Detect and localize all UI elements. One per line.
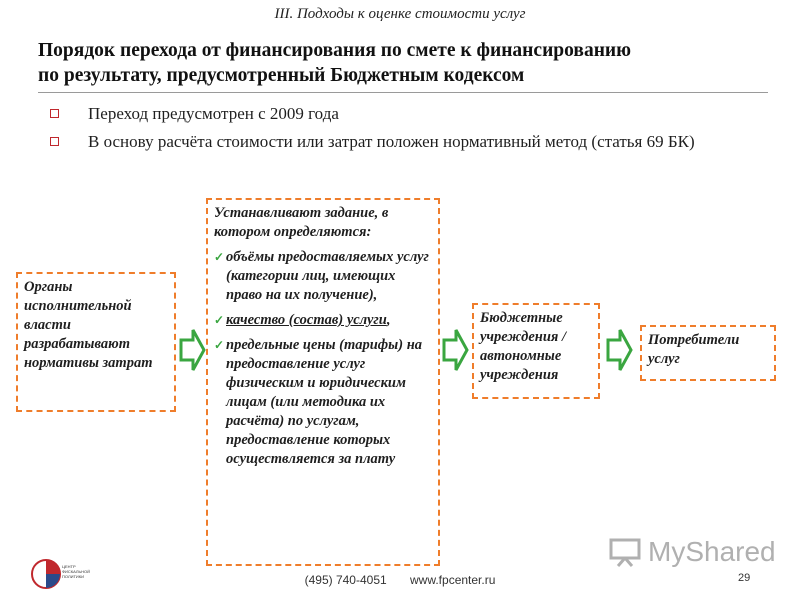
logo-text-line: ФИСКАЛЬНОЙ — [62, 569, 91, 574]
arrow-right-icon — [441, 325, 469, 375]
bullet-list — [50, 102, 770, 158]
presentation-board-icon — [608, 537, 642, 567]
section-title: III. Подходы к оценке стоимости услуг — [274, 6, 526, 22]
checkmark-icon: ✓ — [214, 313, 225, 327]
flow-box-text: Бюджетные учреждения / автономные учреждения — [480, 310, 567, 383]
title-divider — [38, 92, 768, 93]
bullet-item — [50, 102, 770, 125]
flow-box-task-definition — [206, 198, 440, 566]
bullet-text: Переход предусмотрен с 2009 года — [88, 104, 339, 123]
flow-box-executive-bodies — [16, 272, 176, 412]
arrow-right-icon — [605, 325, 633, 375]
slide-title-line-1: Порядок перехода от финансирования по смете к финансированию — [38, 40, 632, 61]
myshared-watermark — [608, 536, 776, 568]
square-bullet-icon — [50, 137, 59, 146]
flow-box-text: Потребители услуг — [648, 332, 740, 367]
slide-title — [38, 38, 778, 88]
footer-website[interactable]: www.fpcenter.ru — [410, 573, 496, 587]
criteria-text: качество (состав) услуги — [226, 312, 387, 328]
criteria-text: объёмы предоставляемых услуг (категории лиц, имеющих право на их получение), — [226, 249, 429, 303]
footer-contacts — [0, 573, 800, 587]
watermark-text: MyShared — [648, 536, 776, 567]
flow-box-consumers — [640, 325, 776, 381]
criteria-item — [214, 336, 432, 469]
flow-box-institutions — [472, 303, 600, 399]
criteria-text: предельные цены (тарифы) на предоставление услуг физическим и юридическим лицам (или методика их расчёта) по услугам, предоставление которых осуществляется за плату — [226, 337, 422, 467]
flow-box-intro: Устанавливают задание, в котором определяются: — [214, 205, 389, 240]
flow-box-text: Органы исполнительной власти разрабатывают нормативы затрат — [24, 279, 153, 371]
checkmark-icon: ✓ — [214, 338, 225, 352]
logo-text-line: ПОЛИТИКИ — [62, 574, 84, 579]
square-bullet-icon — [50, 109, 59, 118]
logo-text-line: ЦЕНТР — [62, 564, 76, 569]
footer-phone: (495) 740-4051 — [304, 573, 387, 587]
criteria-item — [214, 311, 432, 330]
arrow-right-icon — [178, 325, 206, 375]
fiscal-policy-center-logo — [24, 548, 91, 594]
slide-title-line-2: по результату, предусмотренный Бюджетным кодексом — [38, 65, 525, 86]
criteria-text-suffix: , — [386, 312, 391, 328]
flow-box-criteria-list — [214, 248, 432, 469]
bullet-item — [50, 130, 770, 153]
bullet-text: В основу расчёта стоимости или затрат положен нормативный метод (статья 69 БК) — [88, 132, 695, 151]
checkmark-icon: ✓ — [214, 250, 225, 264]
criteria-item — [214, 248, 432, 305]
page-number: 29 — [738, 572, 751, 584]
